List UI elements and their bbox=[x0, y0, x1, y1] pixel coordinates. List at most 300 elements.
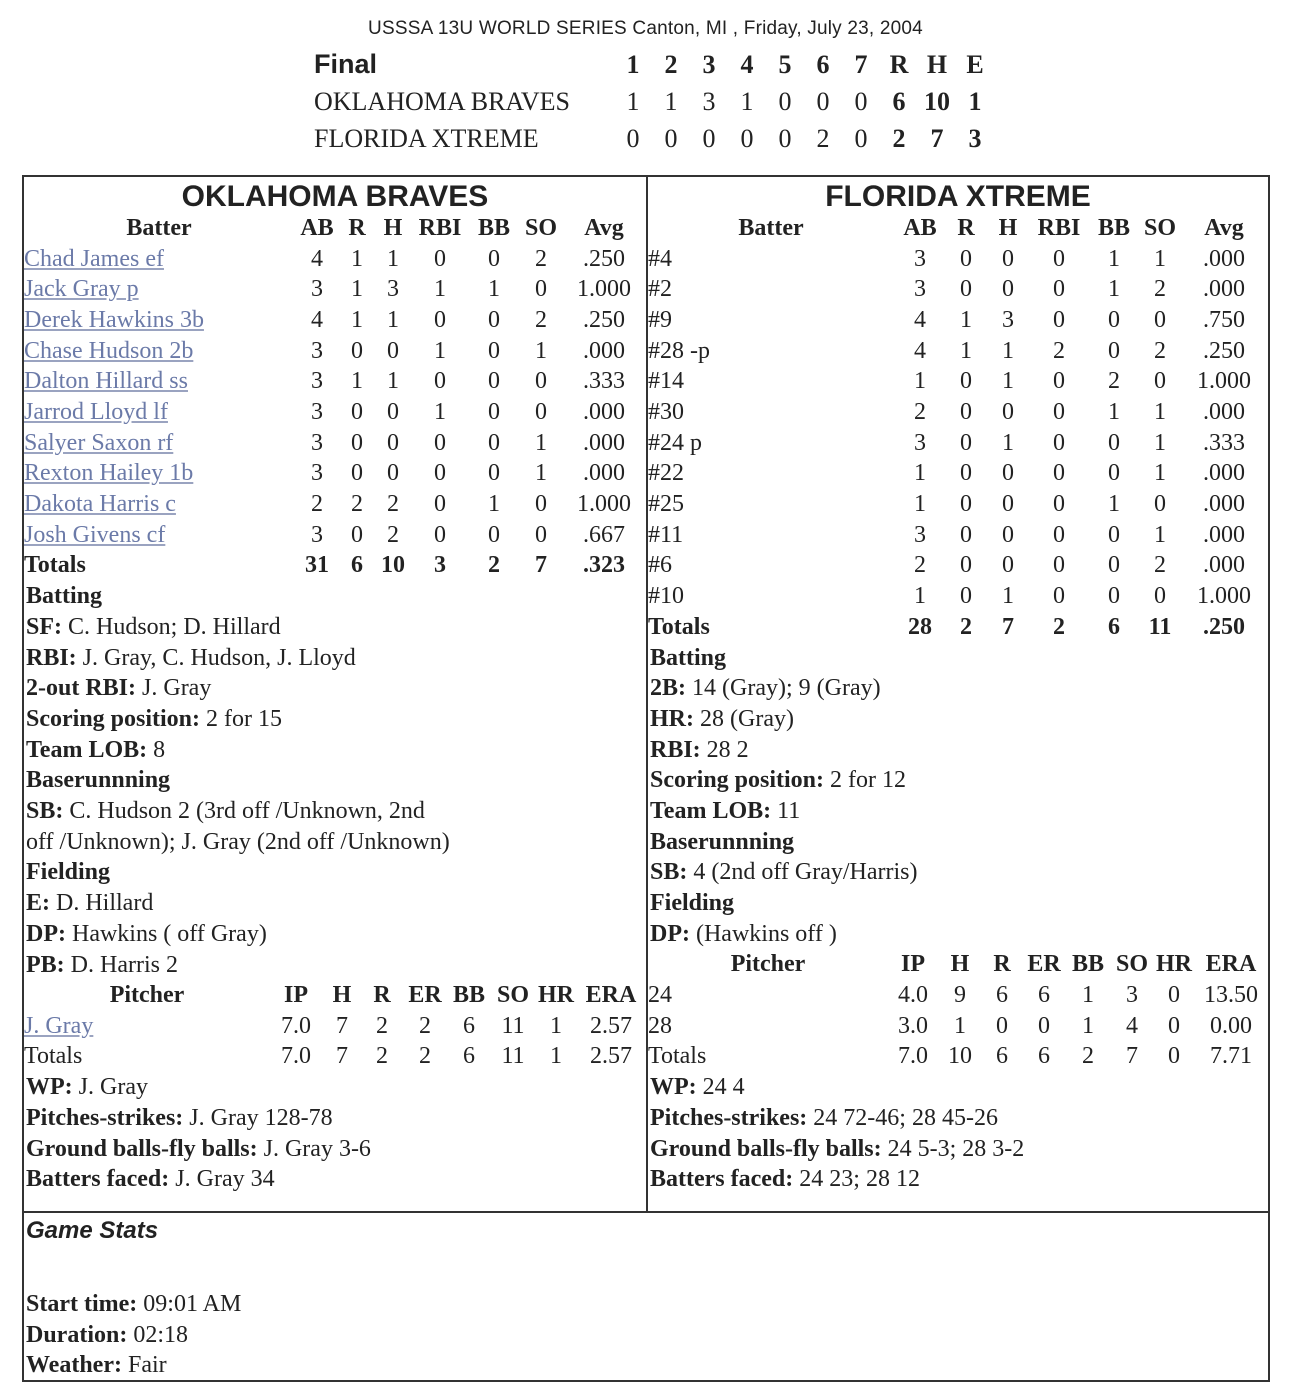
stat-note bbox=[24, 1072, 646, 1103]
batting-header-row bbox=[24, 213, 646, 244]
column-header: IP bbox=[901, 951, 925, 978]
stat-cell: 2 bbox=[387, 491, 399, 518]
column-header: Batter bbox=[738, 214, 804, 241]
note-text: J. Gray 34 bbox=[169, 1166, 275, 1193]
stat-cell: 1 bbox=[960, 306, 972, 333]
batter-row bbox=[648, 244, 1268, 275]
left-team-column bbox=[24, 177, 648, 1211]
stat-cell: 0 bbox=[1108, 429, 1120, 456]
stat-note bbox=[648, 1164, 1268, 1195]
score-cell: 0 bbox=[854, 123, 868, 153]
stat-cell: 1 bbox=[535, 429, 547, 456]
stat-cell: 0 bbox=[535, 398, 547, 425]
note-label: SF: bbox=[26, 613, 62, 640]
stat-cell: 4.0 bbox=[898, 982, 928, 1009]
batter-row bbox=[648, 366, 1268, 397]
stat-cell: 3 bbox=[434, 552, 446, 579]
column-header: RBI bbox=[1037, 214, 1081, 241]
score-cell: 2 bbox=[892, 123, 906, 153]
stat-cell: 3 bbox=[914, 429, 926, 456]
note-label: Duration: bbox=[26, 1321, 128, 1348]
player-link[interactable]: Derek Hawkins 3b bbox=[24, 306, 204, 333]
totals-label: Totals bbox=[648, 613, 710, 640]
note-label: 2-out RBI: bbox=[26, 675, 137, 702]
stat-cell: 7 bbox=[336, 1012, 348, 1039]
note-text: 28 2 bbox=[700, 736, 749, 763]
stat-cell: 3 bbox=[387, 276, 399, 303]
column-header: ER bbox=[1027, 951, 1061, 978]
batter-name bbox=[24, 489, 294, 520]
note-label: SB: bbox=[650, 859, 688, 886]
stat-cell: 1 bbox=[1002, 337, 1014, 364]
column-header: R bbox=[993, 951, 1011, 978]
stat-cell: 0 bbox=[434, 368, 446, 395]
column-header: Pitcher bbox=[109, 982, 185, 1009]
stat-cell: 0 bbox=[1108, 306, 1120, 333]
note-text: 2 for 15 bbox=[200, 706, 283, 732]
stat-cell: 0 bbox=[960, 460, 972, 487]
stat-cell: 1 bbox=[1154, 521, 1166, 548]
stat-cell: 0 bbox=[996, 1012, 1008, 1039]
column-header: IP bbox=[284, 982, 308, 1009]
stat-cell: 6 bbox=[996, 982, 1008, 1009]
column-header: ERA bbox=[1205, 951, 1257, 978]
batter-row bbox=[24, 489, 646, 520]
stat-cell: .000 bbox=[1203, 521, 1245, 548]
column-header: SO bbox=[1143, 214, 1176, 241]
stat-cell: 0 bbox=[351, 460, 363, 487]
stat-cell: 4 bbox=[914, 306, 926, 333]
stat-cell: 0 bbox=[1053, 245, 1065, 272]
stat-cell: 0 bbox=[1053, 460, 1065, 487]
batter-row bbox=[24, 244, 646, 275]
score-cell: 1 bbox=[740, 86, 754, 116]
batter-name: #9 bbox=[648, 306, 672, 333]
stat-cell: 3 bbox=[914, 521, 926, 548]
stat-cell: 1 bbox=[954, 1012, 966, 1039]
score-cell: 7 bbox=[930, 123, 944, 153]
stat-cell: 0 bbox=[1108, 460, 1120, 487]
note-label: RBI: bbox=[650, 736, 701, 763]
stat-cell: 3 bbox=[1126, 982, 1138, 1009]
stat-cell: 0 bbox=[488, 245, 500, 272]
stat-cell: 2 bbox=[1053, 613, 1065, 640]
stat-note bbox=[24, 796, 646, 827]
column-header: H bbox=[332, 982, 352, 1009]
column-header: ERA bbox=[585, 982, 637, 1009]
stat-cell: 0 bbox=[535, 368, 547, 395]
stat-cell: 3 bbox=[311, 276, 323, 303]
stat-cell: 0 bbox=[1053, 306, 1065, 333]
stat-cell: 0 bbox=[960, 521, 972, 548]
batter-name bbox=[24, 397, 294, 428]
pitcher-row bbox=[24, 1042, 646, 1073]
note-text: 24 4 bbox=[696, 1074, 745, 1101]
stat-cell: 0 bbox=[488, 306, 500, 333]
stat-cell: 0 bbox=[434, 521, 446, 548]
stat-cell: 3 bbox=[311, 398, 323, 425]
stat-note bbox=[24, 857, 646, 888]
stat-cell: 0 bbox=[1002, 521, 1014, 548]
batter-row bbox=[24, 428, 646, 459]
stat-cell: 0 bbox=[1168, 1012, 1180, 1039]
stat-cell: 0 bbox=[387, 398, 399, 425]
note-label: Ground balls-fly balls: bbox=[650, 1135, 882, 1162]
note-text: J. Gray bbox=[136, 675, 212, 702]
stat-cell: 0 bbox=[434, 306, 446, 333]
stat-cell: 7 bbox=[1126, 1043, 1138, 1070]
batter-row bbox=[24, 459, 646, 490]
score-cell: 6 bbox=[892, 86, 906, 116]
stat-cell: 0 bbox=[960, 398, 972, 425]
stat-note bbox=[24, 919, 646, 950]
score-cell: 0 bbox=[740, 123, 754, 153]
stat-cell: 2 bbox=[535, 306, 547, 333]
stat-cell: 0 bbox=[1053, 276, 1065, 303]
note-label: Fielding bbox=[26, 859, 111, 886]
stat-cell: 0 bbox=[535, 276, 547, 303]
stat-cell: 2 bbox=[311, 491, 323, 518]
batter-name bbox=[24, 366, 294, 397]
stat-cell: 0 bbox=[1154, 368, 1166, 395]
stat-cell: 2 bbox=[1154, 276, 1166, 303]
stat-cell: 7.0 bbox=[281, 1043, 311, 1070]
note-text: 8 bbox=[147, 736, 166, 763]
score-cell: 1 bbox=[626, 86, 640, 116]
stat-cell: 2 bbox=[351, 491, 363, 518]
stat-note bbox=[24, 704, 646, 735]
batter-name: #22 bbox=[648, 460, 684, 487]
stat-cell: 0 bbox=[351, 398, 363, 425]
score-cell: 0 bbox=[626, 123, 640, 153]
stat-note bbox=[648, 796, 1268, 827]
note-label: SB: bbox=[26, 798, 64, 825]
stat-cell: 2 bbox=[960, 613, 972, 640]
totals-row bbox=[24, 551, 646, 582]
pitcher-row bbox=[24, 1011, 646, 1042]
stat-note bbox=[24, 950, 646, 981]
note-label: HR: bbox=[650, 706, 694, 732]
column-header: BB bbox=[1071, 951, 1104, 978]
column-header: HR bbox=[1156, 951, 1192, 978]
note-text: D. Harris 2 bbox=[64, 951, 178, 978]
stat-cell: .250 bbox=[583, 306, 625, 333]
note-label: Scoring position: bbox=[650, 767, 825, 794]
player-link[interactable]: Jack Gray p bbox=[24, 276, 139, 303]
game-stats-title: Game Stats bbox=[26, 1217, 159, 1244]
column-header: Pitcher bbox=[730, 951, 806, 978]
batter-row bbox=[648, 428, 1268, 459]
score-cell: 0 bbox=[664, 123, 678, 153]
batter-row bbox=[24, 520, 646, 551]
column-header: Batter bbox=[126, 214, 192, 241]
stat-cell: 2 bbox=[1154, 552, 1166, 579]
stat-cell: 1 bbox=[535, 460, 547, 487]
stat-cell: 1 bbox=[1002, 429, 1014, 456]
stat-cell: 0 bbox=[960, 552, 972, 579]
batter-row bbox=[648, 274, 1268, 305]
score-cell: 1 bbox=[664, 86, 678, 116]
stat-cell: 0 bbox=[1154, 491, 1166, 518]
note-text: Hawkins ( off Gray) bbox=[65, 920, 267, 947]
note-text: J. Gray 128-78 bbox=[183, 1104, 333, 1131]
stat-note bbox=[24, 673, 646, 704]
batter-name: #4 bbox=[648, 245, 672, 272]
column-header: Avg bbox=[1204, 214, 1244, 241]
stat-cell: 4 bbox=[914, 337, 926, 364]
note-label: WP: bbox=[26, 1074, 73, 1101]
batter-name: #10 bbox=[648, 583, 684, 610]
stat-cell: 1 bbox=[351, 368, 363, 395]
note-label: Baserunnning bbox=[650, 828, 795, 855]
stat-cell: 1 bbox=[387, 368, 399, 395]
batter-name bbox=[24, 428, 294, 459]
stat-cell: 1 bbox=[1154, 460, 1166, 487]
line-score-row bbox=[310, 120, 994, 157]
note-label: Weather: bbox=[26, 1352, 122, 1379]
stat-cell: 1 bbox=[550, 1012, 562, 1039]
note-label: Fielding bbox=[650, 890, 735, 917]
note-text: C. Hudson 2 (3rd off /Unknown, 2nd bbox=[63, 798, 425, 825]
stat-note bbox=[24, 735, 646, 766]
note-label: Batters faced: bbox=[650, 1166, 794, 1193]
batter-name: #25 bbox=[648, 491, 684, 518]
stat-cell: 10 bbox=[381, 552, 405, 579]
batter-row bbox=[24, 397, 646, 428]
stat-cell: 1 bbox=[434, 398, 446, 425]
player-link[interactable]: Chase Hudson 2b bbox=[24, 337, 194, 364]
stat-cell: 1 bbox=[550, 1043, 562, 1070]
stat-cell: 1 bbox=[1108, 491, 1120, 518]
note-text: 4 (2nd off Gray/Harris) bbox=[687, 859, 918, 886]
score-cell: 0 bbox=[816, 86, 830, 116]
score-cell: 0 bbox=[778, 86, 792, 116]
stat-cell: 2 bbox=[914, 552, 926, 579]
column-header: BB bbox=[452, 982, 485, 1009]
stat-cell: 11 bbox=[501, 1012, 525, 1039]
stat-cell: 0 bbox=[1108, 521, 1120, 548]
stat-cell: .000 bbox=[1203, 491, 1245, 518]
inning-header: H bbox=[926, 49, 948, 79]
stat-cell: 0 bbox=[1002, 398, 1014, 425]
stat-cell: .750 bbox=[1203, 306, 1245, 333]
batter-row bbox=[24, 305, 646, 336]
batter-name bbox=[24, 520, 294, 551]
batter-row bbox=[648, 551, 1268, 582]
stat-cell: 6 bbox=[996, 1043, 1008, 1070]
note-text: J. Gray, C. Hudson, J. Lloyd bbox=[76, 644, 356, 671]
pitcher-name bbox=[24, 1011, 270, 1042]
batter-row bbox=[648, 459, 1268, 490]
score-cell: 3 bbox=[702, 86, 716, 116]
column-header: SO bbox=[524, 214, 557, 241]
stat-cell: 7.71 bbox=[1210, 1043, 1252, 1070]
stat-note bbox=[24, 1134, 646, 1165]
team-title: FLORIDA XTREME bbox=[825, 180, 1091, 213]
note-text: D. Hillard bbox=[50, 890, 154, 917]
score-cell: 10 bbox=[924, 86, 950, 116]
stat-cell: 1 bbox=[1108, 245, 1120, 272]
column-header: H bbox=[383, 214, 403, 241]
stat-cell: 0 bbox=[488, 460, 500, 487]
stat-cell: 2 bbox=[1154, 337, 1166, 364]
stat-note bbox=[648, 888, 1268, 919]
stat-cell: 0 bbox=[351, 521, 363, 548]
team-name: FLORIDA XTREME bbox=[314, 123, 539, 153]
stat-note bbox=[648, 643, 1268, 674]
stat-note bbox=[24, 827, 646, 858]
player-link[interactable]: Rexton Hailey 1b bbox=[24, 460, 194, 487]
column-header: H bbox=[998, 214, 1018, 241]
player-link[interactable]: Chad James ef bbox=[24, 245, 164, 272]
stat-note bbox=[24, 888, 646, 919]
note-label: Baserunnning bbox=[26, 767, 171, 794]
note-label: Batting bbox=[26, 583, 103, 610]
player-link[interactable]: Dalton Hillard ss bbox=[24, 368, 188, 395]
note-label: Start time: bbox=[26, 1291, 138, 1317]
column-header: Avg bbox=[584, 214, 624, 241]
player-link[interactable]: J. Gray bbox=[24, 1012, 94, 1039]
note-text: C. Hudson; D. Hillard bbox=[62, 613, 281, 640]
stat-cell: 0 bbox=[1002, 245, 1014, 272]
stat-cell: 2.57 bbox=[590, 1043, 632, 1070]
stat-cell: 3 bbox=[914, 276, 926, 303]
note-text: J. Gray 3-6 bbox=[257, 1135, 371, 1162]
stat-cell: 1 bbox=[1002, 368, 1014, 395]
stat-cell: 1 bbox=[1154, 398, 1166, 425]
pitcher-row bbox=[648, 980, 1268, 1011]
note-text: off /Unknown); J. Gray (2nd off /Unknown) bbox=[26, 828, 450, 855]
stat-cell: .000 bbox=[1203, 245, 1245, 272]
column-header: H bbox=[950, 951, 970, 978]
inning-header: 5 bbox=[778, 49, 792, 79]
note-label: Batters faced: bbox=[26, 1166, 170, 1193]
stat-cell: 0 bbox=[960, 491, 972, 518]
stat-cell: 1.000 bbox=[1197, 368, 1251, 395]
stat-cell: 0 bbox=[1002, 491, 1014, 518]
stat-cell: .000 bbox=[1203, 398, 1245, 425]
stat-cell: 1 bbox=[434, 276, 446, 303]
column-header: BB bbox=[1097, 214, 1130, 241]
player-link[interactable]: Josh Givens cf bbox=[24, 521, 166, 548]
stat-cell: 1 bbox=[434, 337, 446, 364]
note-text: 2 for 12 bbox=[824, 767, 907, 794]
batter-name bbox=[24, 244, 294, 275]
line-score-table bbox=[310, 46, 994, 157]
inning-header: E bbox=[966, 49, 984, 79]
pitching-table bbox=[24, 980, 646, 1072]
note-label: Pitches-strikes: bbox=[26, 1104, 184, 1131]
stat-cell: 0 bbox=[387, 429, 399, 456]
batter-name bbox=[24, 459, 294, 490]
stat-cell: 0 bbox=[1168, 982, 1180, 1009]
game-stats-panel bbox=[24, 1211, 1268, 1384]
note-label: Team LOB: bbox=[26, 736, 148, 763]
stat-cell: 1.000 bbox=[1197, 583, 1251, 610]
note-label: DP: bbox=[650, 920, 690, 947]
stat-cell: 1 bbox=[914, 460, 926, 487]
player-link[interactable]: Dakota Harris c bbox=[24, 491, 176, 518]
stat-cell: 0 bbox=[488, 521, 500, 548]
pitcher-name: 28 bbox=[648, 1012, 672, 1039]
stat-cell: 1 bbox=[351, 276, 363, 303]
stat-note bbox=[648, 735, 1268, 766]
player-link[interactable]: Salyer Saxon rf bbox=[24, 429, 174, 456]
score-cell: 0 bbox=[702, 123, 716, 153]
batter-row bbox=[648, 489, 1268, 520]
stat-cell: 0 bbox=[1053, 429, 1065, 456]
stat-cell: 0 bbox=[535, 491, 547, 518]
stat-cell: 0 bbox=[1053, 583, 1065, 610]
player-link[interactable]: Jarrod Lloyd lf bbox=[24, 398, 168, 425]
pitching-header-row bbox=[24, 980, 646, 1011]
note-label: Scoring position: bbox=[26, 706, 201, 732]
stat-cell: 1 bbox=[387, 306, 399, 333]
stat-cell: .000 bbox=[583, 337, 625, 364]
column-header: R bbox=[348, 214, 366, 241]
pitching-header-row bbox=[648, 950, 1268, 981]
stat-cell: .250 bbox=[1203, 613, 1245, 640]
score-cell: 0 bbox=[778, 123, 792, 153]
column-header: AB bbox=[903, 214, 937, 241]
stat-cell: 0 bbox=[960, 583, 972, 610]
stat-cell: 0 bbox=[488, 337, 500, 364]
stat-cell: 2 bbox=[387, 521, 399, 548]
stat-cell: 1 bbox=[914, 368, 926, 395]
stat-cell: 0 bbox=[1108, 583, 1120, 610]
inning-header: 4 bbox=[740, 49, 754, 79]
stat-cell: 2 bbox=[535, 245, 547, 272]
stat-cell: 4 bbox=[1126, 1012, 1138, 1039]
stat-cell: 3 bbox=[311, 460, 323, 487]
stat-cell: 3 bbox=[1002, 306, 1014, 333]
stat-cell: .000 bbox=[583, 429, 625, 456]
stat-cell: 0 bbox=[1002, 460, 1014, 487]
column-header: AB bbox=[300, 214, 334, 241]
stat-cell: 6 bbox=[351, 552, 363, 579]
stat-cell: 0 bbox=[1053, 552, 1065, 579]
stat-cell: 1 bbox=[488, 491, 500, 518]
note-text: 24 5-3; 28 3-2 bbox=[881, 1135, 1025, 1162]
note-text: 24 72-46; 28 45-26 bbox=[807, 1104, 998, 1131]
stat-cell: 0 bbox=[488, 398, 500, 425]
stat-cell: .000 bbox=[583, 460, 625, 487]
stat-note bbox=[648, 673, 1268, 704]
stat-cell: 3 bbox=[311, 337, 323, 364]
score-cell: 3 bbox=[968, 123, 982, 153]
game-stat-item bbox=[24, 1289, 1268, 1320]
stat-note bbox=[648, 704, 1268, 735]
batter-row bbox=[24, 336, 646, 367]
event-header: USSSA 13U WORLD SERIES Canton, MI , Friday, July 23, 2004 bbox=[368, 18, 923, 39]
stat-cell: 2.57 bbox=[590, 1012, 632, 1039]
note-text: 09:01 AM bbox=[137, 1291, 242, 1317]
batter-name: #11 bbox=[648, 521, 684, 548]
stat-cell: 0 bbox=[960, 429, 972, 456]
pitcher-name: Totals bbox=[648, 1043, 707, 1070]
stat-note bbox=[648, 1072, 1268, 1103]
stat-cell: .250 bbox=[583, 245, 625, 272]
note-label: Team LOB: bbox=[650, 798, 772, 825]
stat-note bbox=[648, 1134, 1268, 1165]
stat-cell: 1.000 bbox=[577, 276, 631, 303]
column-header: ER bbox=[408, 982, 442, 1009]
stat-cell: 6 bbox=[1038, 1043, 1050, 1070]
score-cell: 1 bbox=[968, 86, 982, 116]
stat-cell: 1 bbox=[351, 306, 363, 333]
inning-header: 3 bbox=[702, 49, 716, 79]
stat-cell: 2 bbox=[1108, 368, 1120, 395]
